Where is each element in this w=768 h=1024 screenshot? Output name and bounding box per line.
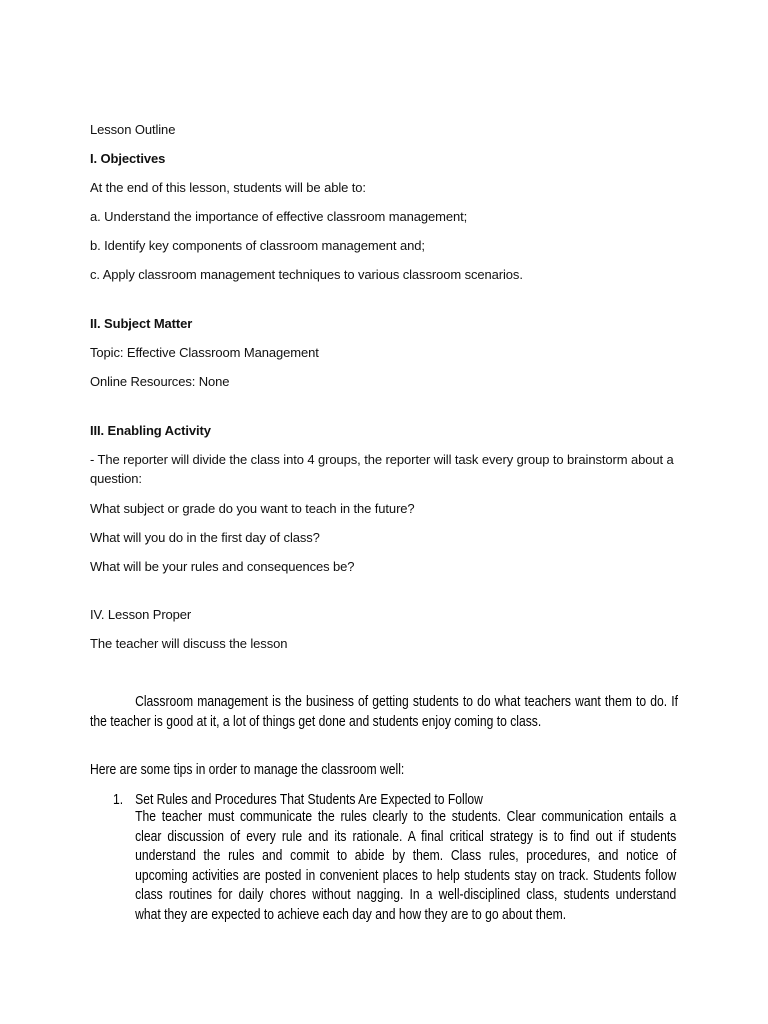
brainstorm-question: What will be your rules and consequences be? bbox=[90, 558, 355, 574]
tip-body-line: upcoming activities are posted in convenient places to help students stay on track. Students follow bbox=[135, 867, 677, 884]
objective-item: c. Apply classroom management techniques to various classroom scenarios. bbox=[90, 267, 523, 283]
tip-body-line: clear discussion of every rule and its rationale. A final critical strategy is to find out if students bbox=[135, 828, 677, 845]
tip-body-line: what they are expected to achieve each day and how they are to go about them. bbox=[135, 906, 567, 923]
tip-body-line: class routines for daily chores without nagging. In a well-disciplined class, students understand bbox=[135, 887, 677, 903]
objective-item: b. Identify key components of classroom management and; bbox=[90, 238, 425, 254]
brainstorm-question: What subject or grade do you want to teach in the future? bbox=[90, 500, 415, 516]
tip-body-line: understand the rules and commit to abide by them. Class rules, procedures, and notice of bbox=[135, 848, 677, 864]
tips-intro: Here are some tips in order to manage the classroom well: bbox=[90, 762, 405, 778]
subject-matter-resources: Online Resources: None bbox=[90, 374, 230, 390]
brainstorm-question: What will you do in the first day of class? bbox=[90, 529, 320, 545]
subject-matter-heading: II. Subject Matter bbox=[90, 316, 193, 332]
paragraph-line: the teacher is good at it, a lot of things get done and students enjoy coming to class. bbox=[90, 714, 542, 730]
tip-title: Set Rules and Procedures That Students Are Expected to Follow bbox=[135, 792, 483, 808]
subject-matter-topic: Topic: Effective Classroom Management bbox=[90, 345, 319, 361]
tip-body-line: The teacher must communicate the rules clearly to the students. Clear communication entails a bbox=[135, 809, 677, 825]
lesson-body-text bbox=[90, 0, 678, 1000]
enabling-activity-instruction: - The reporter will divide the class into 4 groups, the reporter will task every group to brainstorm about a question: bbox=[90, 451, 674, 487]
tip-number: 1. bbox=[112, 792, 124, 808]
objectives-heading: I. Objectives bbox=[90, 151, 166, 167]
paragraph-line: Classroom management is the business of getting students to do what teachers want them to do. If bbox=[135, 694, 678, 710]
lesson-proper-intro: The teacher will discuss the lesson bbox=[90, 636, 288, 652]
document-title: Lesson Outline bbox=[90, 122, 176, 137]
lesson-proper-heading: IV. Lesson Proper bbox=[90, 607, 192, 623]
enabling-activity-heading: III. Enabling Activity bbox=[90, 422, 211, 438]
objective-item: a. Understand the importance of effective classroom management; bbox=[90, 209, 468, 225]
objectives-intro: At the end of this lesson, students will be able to: bbox=[90, 180, 366, 196]
